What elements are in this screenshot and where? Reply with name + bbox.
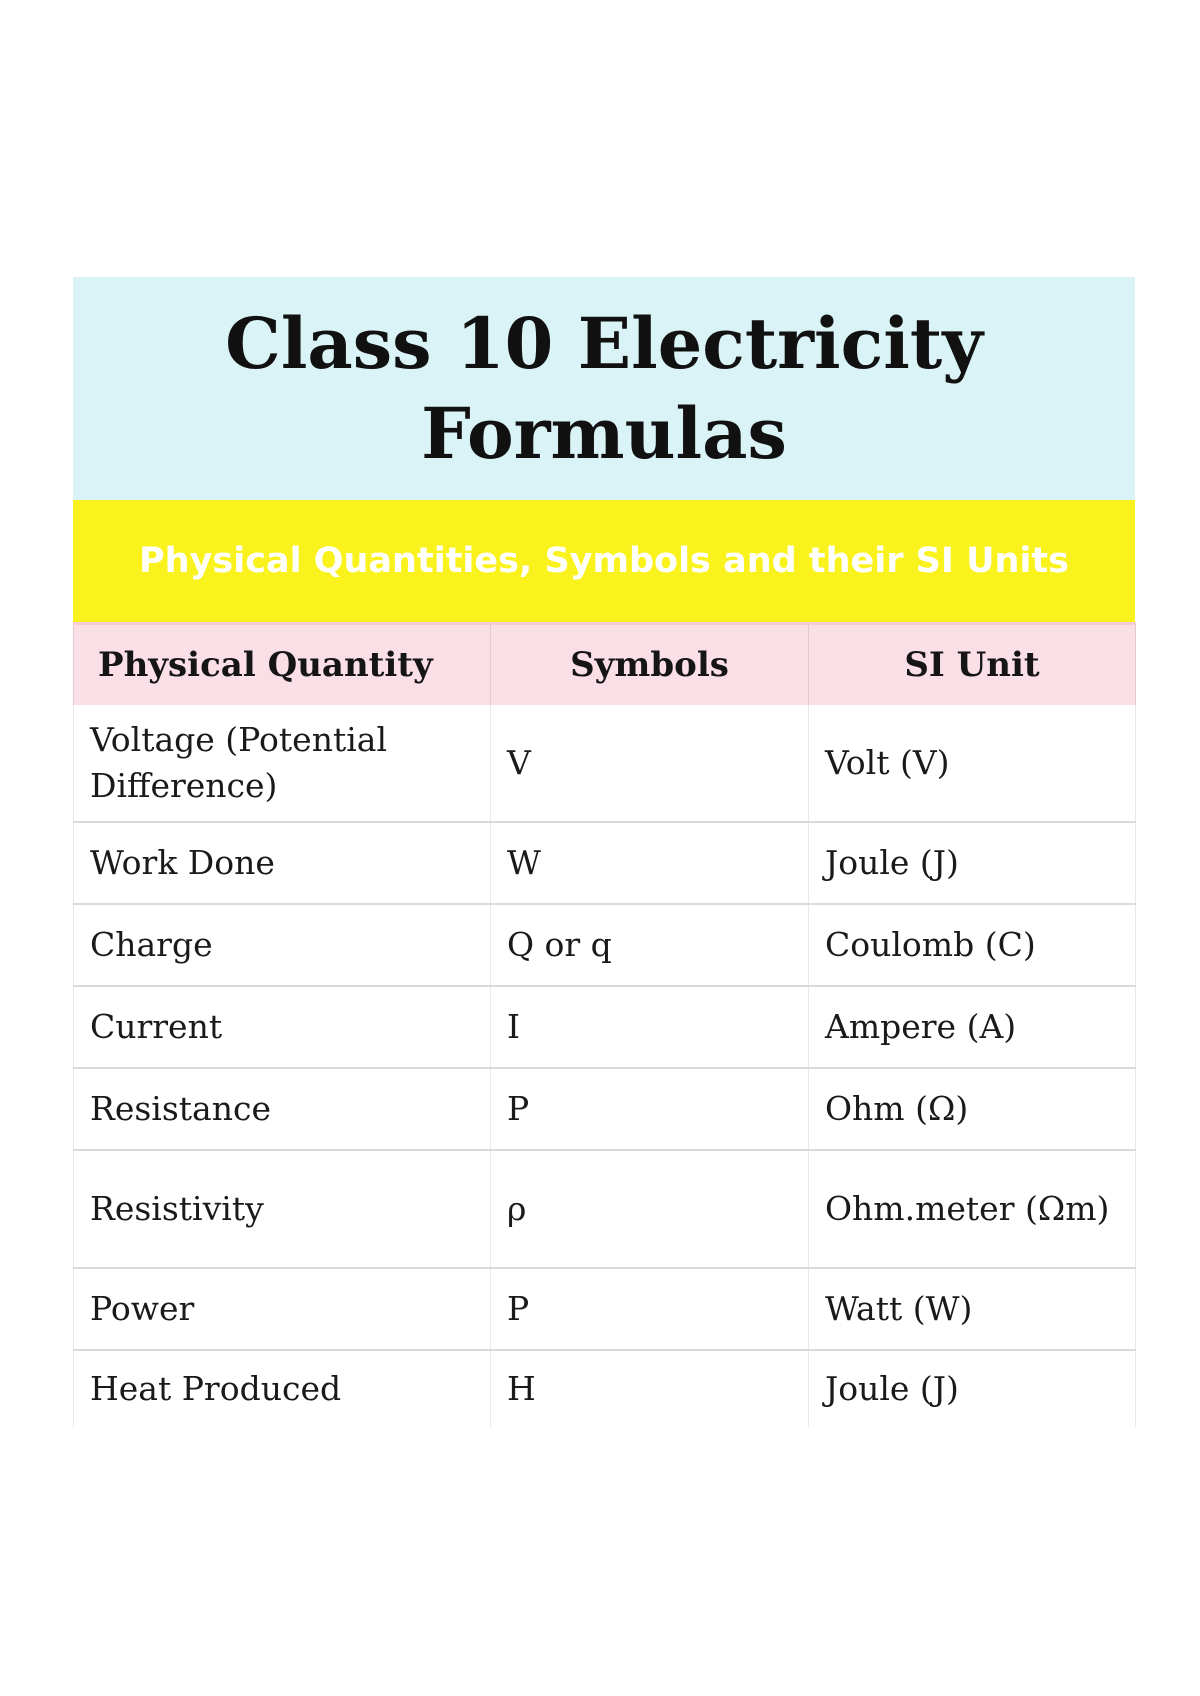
unit-cell: Joule (J) — [809, 1350, 1136, 1427]
quantities-table — [73, 622, 1136, 1427]
quantity-cell: Work Done — [74, 822, 491, 904]
table-header-row — [74, 624, 1136, 706]
quantity-cell: Current — [74, 986, 491, 1068]
symbol-cell: P — [491, 1268, 809, 1350]
symbol-cell: Q or q — [491, 904, 809, 986]
quantity-cell: Power — [74, 1268, 491, 1350]
quantity-cell: Charge — [74, 904, 491, 986]
quantity-cell: Resistance — [74, 1068, 491, 1150]
quantity-cell: Resistivity — [74, 1150, 491, 1268]
symbol-cell: V — [491, 705, 809, 822]
subtitle-banner — [73, 500, 1135, 622]
table-row — [74, 705, 1136, 822]
unit-cell: Joule (J) — [809, 822, 1136, 904]
table-row — [74, 822, 1136, 904]
table-row — [74, 1068, 1136, 1150]
formula-card — [73, 277, 1135, 1427]
symbol-cell: H — [491, 1350, 809, 1427]
unit-cell: Ampere (A) — [809, 986, 1136, 1068]
table-row — [74, 904, 1136, 986]
page-title: Class 10 Electricity Formulas — [225, 301, 983, 475]
symbol-cell: W — [491, 822, 809, 904]
symbol-cell: I — [491, 986, 809, 1068]
unit-cell: Ohm.meter (Ωm) — [809, 1150, 1136, 1268]
symbol-cell: P — [491, 1068, 809, 1150]
header-physical-quantity: Physical Quantity — [74, 624, 491, 706]
table-row — [74, 986, 1136, 1068]
title-banner — [73, 277, 1135, 500]
table-row — [74, 1150, 1136, 1268]
quantity-cell: Heat Produced — [74, 1350, 491, 1427]
table-row — [74, 1268, 1136, 1350]
quantity-cell: Voltage (Potential Difference) — [74, 705, 491, 822]
unit-cell: Ohm (Ω) — [809, 1068, 1136, 1150]
table-row — [74, 1350, 1136, 1427]
unit-cell: Coulomb (C) — [809, 904, 1136, 986]
header-symbols: Symbols — [491, 624, 809, 706]
page-subtitle: Physical Quantities, Symbols and their SI Units — [139, 541, 1069, 581]
header-si-unit: SI Unit — [809, 624, 1136, 706]
unit-cell: Watt (W) — [809, 1268, 1136, 1350]
unit-cell: Volt (V) — [809, 705, 1136, 822]
symbol-cell: ρ — [491, 1150, 809, 1268]
